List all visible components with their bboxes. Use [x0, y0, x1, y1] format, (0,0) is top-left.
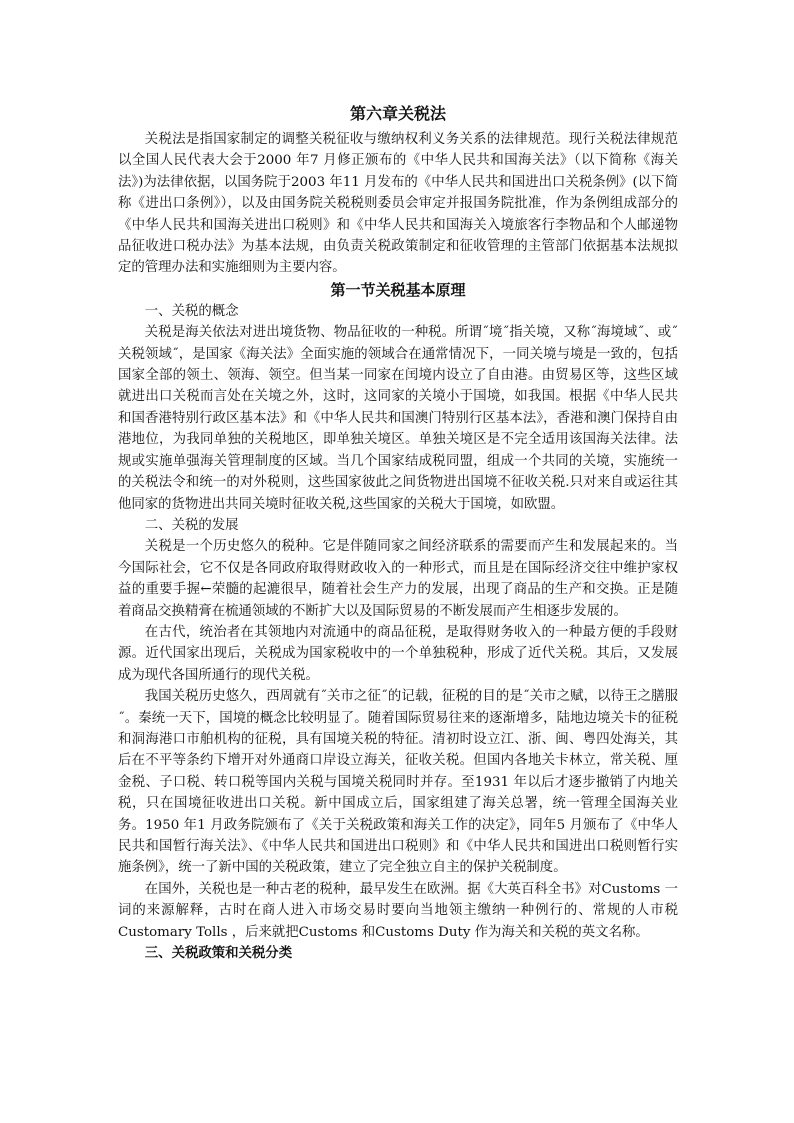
section-title: 第一节关税基本原理: [330, 280, 466, 299]
subheading-policy: 三、关税政策和关税分类: [144, 945, 293, 962]
paragraph-development-3: 我国关税历史悠久，西周就有˝关市之征˝的记载，征税的目的是˝关市之赋，以待王之膳服˝。秦统一天下，国境的概念比较明显了。随着国际贸易往来的逐渐增多，陆地边境关卡的征税和洞海港口市舶机构的征税，具有国境关税的特征。清初时设立江、浙、闽、粤四处海关，其后在不平等条约下增开对外通商口岸设立海关，征收关税。但国内各地关卡林立，常关税、厘金税、子口税、转口税等国内关税与国境关税同时并存。至1931 年以后才逐步撤销了内地关税，只在国境征收进出口关税。新中国成立后，国家组建了海关总署，统一管理全国海关业务。1950 年1 月政务院颁布了《关于关税政策和海关工作的决定》，同年5 月颁布了《中华人民共和国暂行海关法》、《中华人民共和国进出口税则》和《中华人民共和国进出口税则暂行实施条例》，统一了新中国的关税政策，建立了完全独立自主的保护关税制度。: [118, 689, 678, 876]
paragraph-development-1: 关税是一个历史悠久的税种。它是伴随同家之间经济联系的需要而产生和发展起来的。当今国际社会，它不仅是各同政府取得财政收入的一种形式，而且是在国际经济交往中维护家权益的重要手握←荣髓的起漉很早，随着社会生产力的发展，出现了商品的生产和交换。正是随着商品交换精膏在梳通领域的不断扩大以及国际贸易的不断发展而产生相逐步发展的。: [118, 539, 678, 619]
paragraph-development-4: 在国外，关税也是一种古老的税种，最早发生在欧洲。据《大英百科全书》对Customs 一词的来源解释，古时在商人进入市场交易时要向当地领主缴纳一种例行的、常规的人市税Customary Tolls ，后来就把Customs 和Customs Duty 作为海关和关税的英文名称。: [118, 881, 678, 940]
subheading-development: 二、关税的发展: [144, 517, 239, 533]
paragraph-development-2: 在古代，统治者在其领地内对流通中的商品征税，是取得财务收入的一种最方便的手段财源。近代国家出现后，关税成为国家税收中的一个单独税种，形成了近代关税。其后，又发展成为现代各国所通行的现代关税。: [118, 624, 678, 683]
document-page: [118, 103, 678, 964]
chapter-title: 第六章关税法: [349, 104, 446, 123]
intro-paragraph: 关税法是指国家制定的调整关税征收与缴纳权利义务关系的法律规范。现行关税法律规范以全国人民代表大会于2000 年7 月修正颁布的《中华人民共和国海关法》（以下简称《海关法》)为法律依据，以国务院于2003 年11 月发布的《中华人民共和国进出口关税条例》(以下简称《进出口条例》），以及由国务院关税税则委员会审定并报国务院批准，作为条例组成部分的《中华人民共和国海关进出口税则》和《中华人民共和国海关入境旅客行李物品和个人邮递物品征收进口税办法》为基本法规，由负责关税政策制定和征收管理的主管部门依据基本法规拟定的管理办法和实施细则为主要内容。: [118, 132, 678, 276]
subheading-concept: 一、关税的概念: [144, 303, 239, 319]
paragraph-concept: 关税是海关依法对进出境货物、物品征收的一种税。所谓˝境˝指关境，又称˝海境域˝、或˝关税领域˝，是国家《海关法》全面实施的领域合在通常情况下，一同关境与境是一致的，包括国家全部的领土、领海、领空。但当某一同家在闰境内设立了自由港。由贸易区等，这些区域就进出口关税而言处在关境之外，这时，这同家的关境小于国境，如我国。根据《中华人民共和国香港特别行政区基本法》和《中华人民共和国澳门特别行区基本法》，香港和澳门保持自由港地位，为我同单独的关税地区，即单独关境区。单独关境区是不完全适用该国海关法律。法规或实施单强海关管理制度的区域。当几个国家结成税同盟，组成一个共同的关境，实施统一的关税法令和统一的对外税则，这些国家彼此之间货物进出国境不征收关税.只对来自或运往其他同家的货物进出共同关境时征收关税,这些国家的关税大于国境，如欧盟。: [118, 325, 678, 512]
